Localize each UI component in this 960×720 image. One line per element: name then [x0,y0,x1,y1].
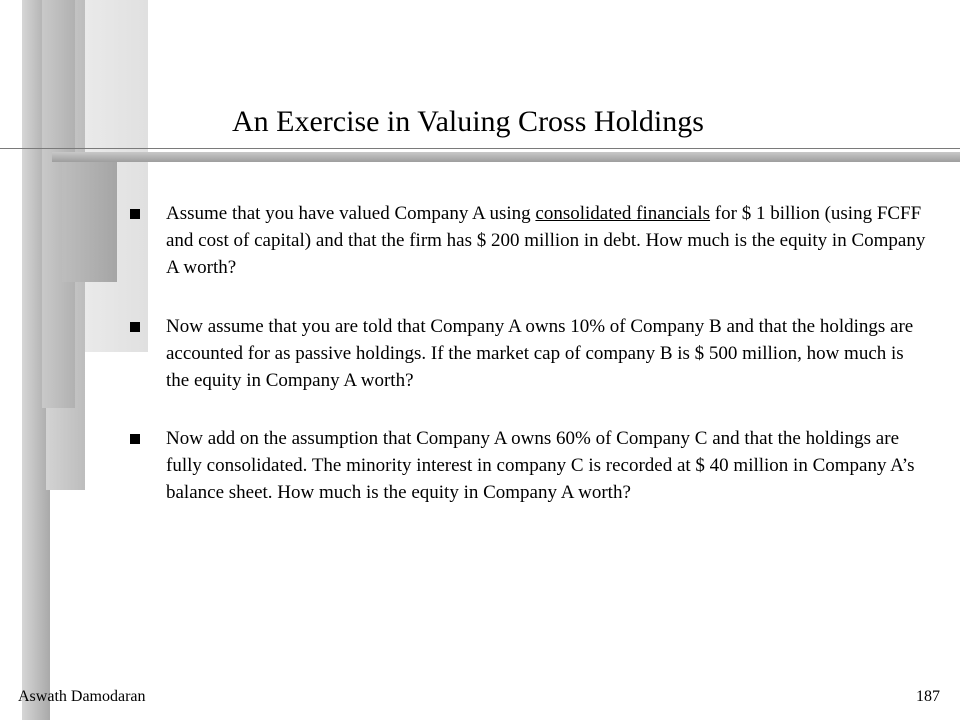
bullet-text: Now assume that you are told that Company A owns 10% of Company B and that the holdings are accounted for as passive holdings. If the market cap of company B is $ 500 million, how much is the equity in Company A worth? [166,316,914,391]
bullet-text [166,200,926,281]
title-divider-line [0,148,960,149]
bullet-text-part: for $ 1 billion (using FCFF and cost of capital) and that the firm has $ 200 million in debt. How much is the equity in Company A worth? [166,203,926,278]
page-number: 187 [916,688,940,705]
footer-author: Aswath Damodaran [18,688,146,705]
underlined-term: consolidated financials [535,203,711,224]
bullet-text: Now add on the assumption that Company A owns 60% of Company C and that the holdings are fully consolidated. The minority interest in company C is recorded at $ 40 million in Company A’s balance sheet. How much is the equity in Company A worth? [166,428,915,503]
title-divider-bar [52,152,960,162]
slide-title: An Exercise in Valuing Cross Holdings [232,105,704,138]
decorative-bar [62,155,117,282]
square-bullet-icon [130,209,140,219]
bullet-text-part: Assume that you have valued Company A using [166,203,536,224]
square-bullet-icon [130,322,140,332]
square-bullet-icon [130,434,140,444]
